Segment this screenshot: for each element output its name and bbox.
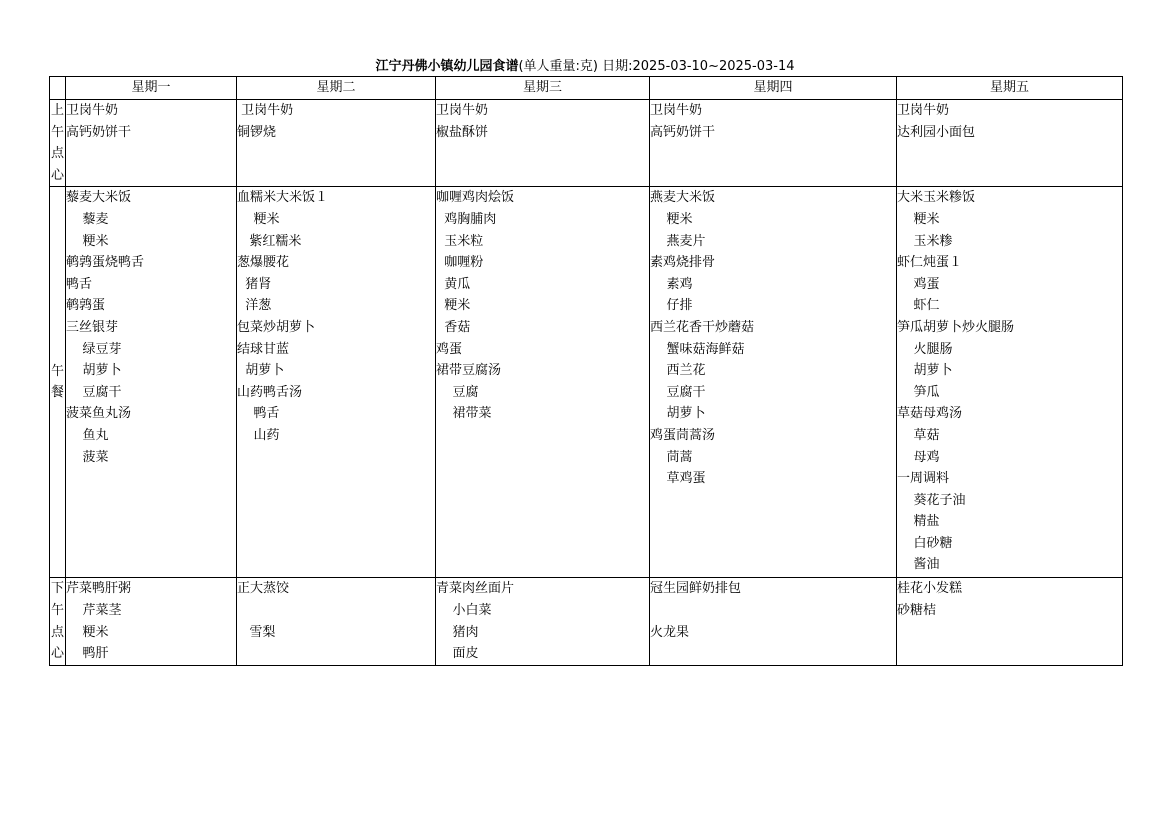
- menu-item: 高钙奶饼干: [66, 124, 132, 140]
- row-morning-snack: [50, 100, 1123, 187]
- meal-label-lunch: 午 餐: [50, 187, 66, 578]
- day-header-thu: 星期四: [650, 77, 897, 100]
- meal-label-afternoon-snack: 下 午 点 心: [50, 578, 66, 665]
- menu-item: 草菇: [897, 427, 940, 443]
- menu-item: 粳米: [897, 211, 940, 227]
- menu-item: 洋葱: [237, 298, 272, 314]
- menu-item: 卫岗牛奶: [237, 103, 294, 118]
- menu-item: 咖喱鸡肉烩饭: [436, 190, 515, 206]
- menu-item: 鸭肝: [66, 646, 109, 662]
- day-header-mon: 星期一: [66, 77, 237, 100]
- menu-item: 虾仁炖蛋１: [897, 255, 963, 271]
- day-header-tue: 星期二: [237, 77, 436, 100]
- menu-item: 雪梨: [237, 624, 276, 640]
- menu-item: 燕麦片: [650, 233, 706, 249]
- menu-item: 笋瓜胡萝卜炒火腿肠: [897, 319, 1015, 335]
- menu-item: 虾仁: [897, 298, 940, 314]
- menu-item: 火龙果: [650, 624, 690, 640]
- menu-item: 酱油: [897, 557, 940, 573]
- menu-item: 蟹味菇海鲜菇: [650, 341, 745, 357]
- menu-item: 桂花小发糕: [897, 581, 963, 597]
- menu-item: 小白菜: [436, 602, 492, 618]
- menu-item: 鸡蛋茼蒿汤: [650, 427, 716, 443]
- menu-item: 猪肉: [436, 624, 479, 640]
- menu-cell: [237, 187, 436, 578]
- day-header-fri: 星期五: [897, 77, 1123, 100]
- menu-item: 面皮: [436, 646, 479, 662]
- menu-item: 鸡蛋: [436, 341, 463, 357]
- menu-item: [237, 600, 435, 622]
- menu-item: 大米玉米糁饭: [897, 190, 976, 206]
- row-afternoon-snack: [50, 578, 1123, 665]
- menu-item: 豆腐干: [66, 384, 122, 400]
- menu-cell: [66, 187, 237, 578]
- meal-label-morning-snack: 上 午 点 心: [50, 100, 66, 187]
- menu-item: 卫岗牛奶: [897, 103, 950, 118]
- menu-item: 山药: [237, 427, 280, 443]
- menu-cell: [897, 100, 1123, 187]
- menu-item: 胡萝卜: [66, 363, 122, 379]
- menu-item: 鸭舌: [66, 276, 93, 292]
- menu-item: 青菜肉丝面片: [436, 581, 515, 597]
- menu-item: 冠生园鲜奶排包: [650, 581, 742, 597]
- menu-item: 燕麦大米饭: [650, 190, 716, 206]
- menu-item: 粳米: [650, 211, 693, 227]
- menu-item: 胡萝卜: [650, 406, 706, 422]
- menu-item: 三丝银芽: [66, 319, 119, 335]
- day-header-wed: 星期三: [436, 77, 650, 100]
- menu-cell: [897, 578, 1123, 665]
- menu-item: 一周调料: [897, 471, 950, 487]
- title-school-name: 江宁丹佛小镇幼儿园食谱: [375, 59, 519, 74]
- menu-cell: [436, 100, 650, 187]
- menu-item: 芹菜茎: [66, 602, 122, 618]
- menu-item: 鸡蛋: [897, 276, 940, 292]
- menu-item: 高钙奶饼干: [650, 124, 716, 140]
- menu-item: 藜麦大米饭: [66, 190, 132, 206]
- menu-item: 母鸡: [897, 449, 940, 465]
- menu-item: 鹌鹑蛋烧鸭舌: [66, 255, 145, 271]
- menu-item: 粳米: [66, 233, 109, 249]
- menu-item: 西兰花香干炒蘑菇: [650, 319, 755, 335]
- menu-item: 包菜炒胡萝卜: [237, 319, 316, 335]
- menu-item: 白砂糖: [897, 535, 953, 551]
- menu-item: 茼蒿: [650, 449, 693, 465]
- menu-item: 香菇: [436, 319, 471, 335]
- menu-item: 粳米: [237, 211, 280, 227]
- menu-item: 卫岗牛奶: [650, 103, 703, 118]
- menu-item: 笋瓜: [897, 384, 940, 400]
- menu-item: 鸡胸脯肉: [436, 211, 497, 227]
- menu-cell: [237, 100, 436, 187]
- menu-item: 豆腐: [436, 384, 479, 400]
- menu-item: 血糯米大米饭１: [237, 190, 329, 206]
- menu-item: [650, 600, 896, 622]
- menu-item: 草鸡蛋: [650, 471, 706, 487]
- menu-item: 椒盐酥饼: [436, 124, 489, 140]
- menu-item: 玉米糁: [897, 233, 953, 249]
- menu-item: 仔排: [650, 298, 693, 314]
- menu-item: 素鸡: [650, 276, 693, 292]
- menu-item: 精盐: [897, 514, 940, 530]
- menu-item: 黄瓜: [436, 276, 471, 292]
- menu-cell: [436, 187, 650, 578]
- menu-item: 铜锣烧: [237, 124, 277, 140]
- menu-item: 正大蒸饺: [237, 581, 290, 597]
- menu-item: 鹌鹑蛋: [66, 298, 106, 314]
- menu-item: 胡萝卜: [237, 363, 285, 379]
- menu-item: 猪肾: [237, 276, 272, 292]
- menu-item: 西兰花: [650, 363, 706, 379]
- menu-item: 裙带豆腐汤: [436, 363, 502, 379]
- menu-item: 鸭舌: [237, 406, 280, 422]
- menu-item: 山药鸭舌汤: [237, 384, 303, 400]
- menu-cell: [66, 578, 237, 665]
- menu-item: 卫岗牛奶: [66, 103, 119, 118]
- menu-cell: [650, 100, 897, 187]
- menu-item: 菠菜鱼丸汤: [66, 406, 132, 422]
- row-lunch: [50, 187, 1123, 578]
- menu-item: 胡萝卜: [897, 363, 953, 379]
- menu-item: 裙带菜: [436, 406, 492, 422]
- menu-item: 豆腐干: [650, 384, 706, 400]
- page-title: [0, 58, 1170, 76]
- menu-item: 鱼丸: [66, 427, 109, 443]
- menu-item: 咖喱粉: [436, 255, 484, 271]
- menu-item: 绿豆芽: [66, 341, 122, 357]
- menu-item: 芹菜鸭肝粥: [66, 581, 132, 597]
- menu-item: 紫红糯米: [237, 233, 302, 249]
- menu-cell: [897, 187, 1123, 578]
- menu-item: 藜麦: [66, 211, 109, 227]
- menu-item: 粳米: [436, 298, 471, 314]
- title-date-range: (单人重量:克) 日期:2025-03-10~2025-03-14: [518, 59, 795, 74]
- menu-cell: [66, 100, 237, 187]
- corner-cell: [50, 77, 66, 100]
- header-row: [50, 77, 1123, 100]
- menu-cell: [650, 187, 897, 578]
- menu-item: 达利园小面包: [897, 124, 976, 140]
- menu-item: 素鸡烧排骨: [650, 255, 716, 271]
- menu-item: 菠菜: [66, 449, 109, 465]
- menu-cell: [237, 578, 436, 665]
- menu-item: 卫岗牛奶: [436, 103, 489, 118]
- menu-item: 粳米: [66, 624, 109, 640]
- menu-item: 葱爆腰花: [237, 255, 290, 271]
- menu-item: 玉米粒: [436, 233, 484, 249]
- menu-cell: [650, 578, 897, 665]
- menu-item: 葵花子油: [897, 492, 966, 508]
- menu-item: 结球甘蓝: [237, 341, 290, 357]
- menu-item: 砂糖桔: [897, 602, 937, 618]
- menu-table: [49, 76, 1123, 666]
- menu-item: 草菇母鸡汤: [897, 406, 963, 422]
- menu-item: 火腿肠: [897, 341, 953, 357]
- menu-cell: [436, 578, 650, 665]
